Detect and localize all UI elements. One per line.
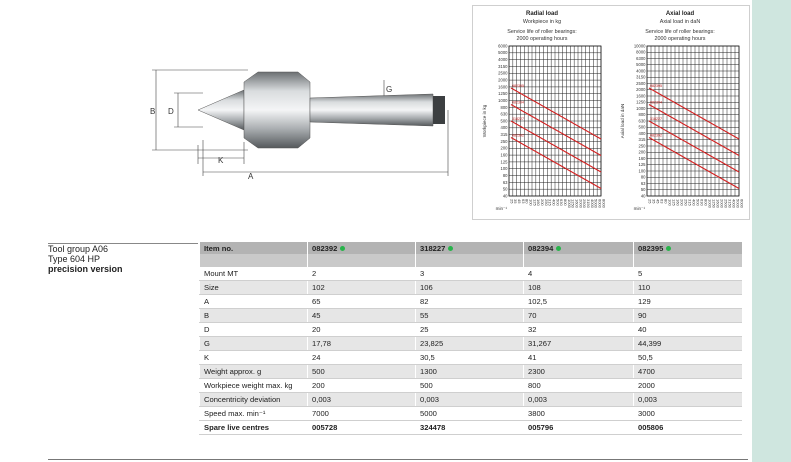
cell-value: 102,5 <box>524 295 634 309</box>
y-tick-label: 125 <box>638 162 646 168</box>
x-tick-label: 1600 <box>574 199 580 208</box>
bottom-rule <box>48 459 748 460</box>
x-tick-label: 5000 <box>735 199 741 208</box>
cell-value: 7000 <box>308 407 416 421</box>
cell-value: 110 <box>634 281 742 295</box>
y-tick-label: 80 <box>502 172 508 178</box>
y-tick-label: 63 <box>502 179 508 185</box>
x-tick-label: 63 <box>659 199 665 204</box>
table-row <box>200 309 742 323</box>
x-tick-label: 4000 <box>589 199 595 208</box>
y-tick-label: 200 <box>500 145 508 151</box>
y-tick-label: 1600 <box>498 84 508 90</box>
row-label: Size <box>200 281 308 295</box>
x-tick-label: 35 <box>513 199 519 204</box>
cell-value: 0,003 <box>416 393 524 407</box>
cell-value: 4 <box>524 267 634 281</box>
row-label: Concentricity deviation <box>200 393 308 407</box>
x-tick-label: 160 <box>536 199 542 206</box>
row-label: G <box>200 337 308 351</box>
cell-value: 005806 <box>634 421 742 435</box>
cell-value: 5000 <box>416 407 524 421</box>
x-tick-label: 100 <box>667 199 673 206</box>
y-tick-label: 2000 <box>636 87 646 93</box>
x-tick-label: 315 <box>687 199 693 206</box>
item-header <box>634 242 742 254</box>
y-tick-label: 1250 <box>636 99 646 105</box>
x-tick-label: 2000 <box>719 199 725 208</box>
cell-value: 1300 <box>416 365 524 379</box>
cell-value: 2000 <box>634 379 742 393</box>
y-tick-label: 40 <box>502 193 508 199</box>
y-tick-label: 8000 <box>636 49 646 55</box>
x-tick-label: 100 <box>528 199 534 206</box>
row-label: Weight approx. g <box>200 365 308 379</box>
x-tick-label: 6000 <box>739 199 745 208</box>
y-tick-label: 800 <box>500 104 508 110</box>
y-tick-label: 500 <box>500 118 508 124</box>
x-tick-label: 35 <box>651 199 657 204</box>
row-label: B <box>200 309 308 323</box>
y-tick-label: 500 <box>638 124 646 130</box>
x-tick-label: 6000 <box>597 199 603 208</box>
cell-value: 5 <box>634 267 742 281</box>
cell-value: 23,825 <box>416 337 524 351</box>
y-tick-label: 160 <box>500 152 508 158</box>
y-tick-label: 10000 <box>633 43 646 49</box>
x-unit-label: min⁻¹ <box>495 206 507 211</box>
x-tick-label: 63 <box>520 199 526 204</box>
tool-group-text: Tool group A06 <box>48 244 109 254</box>
status-dot-icon <box>448 246 453 251</box>
x-tick-label: 630 <box>559 199 565 206</box>
x-tick-label: 45 <box>516 199 522 204</box>
cell-value: 55 <box>416 309 524 323</box>
table-row <box>200 281 742 295</box>
cell-value: 324478 <box>416 421 524 435</box>
x-tick-label: 315 <box>547 199 553 206</box>
cell-value: 3800 <box>524 407 634 421</box>
table-row <box>200 351 742 365</box>
cell-value: 25 <box>416 323 524 337</box>
y-tick-label: 315 <box>638 137 646 143</box>
row-label: D <box>200 323 308 337</box>
y-axis-label: Axial load in daN <box>620 103 625 139</box>
cell-value: 41 <box>524 351 634 365</box>
radial-load-chart <box>475 6 609 219</box>
table-header-row <box>200 242 742 254</box>
x-tick-label: 2500 <box>723 199 729 208</box>
cell-value: 32 <box>524 323 634 337</box>
x-tick-label: 630 <box>699 199 705 206</box>
version-text: precision version <box>48 264 123 274</box>
x-unit-label: min⁻¹ <box>633 206 645 211</box>
row-label: K <box>200 351 308 365</box>
cell-value: 102 <box>308 281 416 295</box>
x-tick-label: 250 <box>683 199 689 206</box>
y-tick-label: 2500 <box>498 70 508 76</box>
x-tick-label: 2500 <box>582 199 588 208</box>
series-label: 082392 <box>650 133 662 138</box>
axial-chart-subtitle: Axial load in daN <box>659 19 701 25</box>
x-tick-label: 3150 <box>727 199 733 208</box>
table-row <box>200 421 742 435</box>
cell-value: 108 <box>524 281 634 295</box>
dim-label-b: B <box>150 107 156 116</box>
cell-value: 3 <box>416 267 524 281</box>
y-tick-label: 50 <box>640 187 646 193</box>
x-tick-label: 160 <box>675 199 681 206</box>
table-row <box>200 365 742 379</box>
status-dot-icon <box>556 246 561 251</box>
row-label: Workpiece weight max. kg <box>200 379 308 393</box>
series-label: 082395 <box>650 84 662 88</box>
item-number: 318227 <box>420 243 446 253</box>
y-tick-label: 4000 <box>636 68 646 74</box>
y-tick-label: 400 <box>500 125 508 131</box>
radial-chart-title: Radial load <box>525 11 558 17</box>
cell-value: 800 <box>524 379 634 393</box>
y-tick-label: 80 <box>640 174 646 180</box>
cell-value: 106 <box>416 281 524 295</box>
cell-value: 2300 <box>524 365 634 379</box>
radial-chart-life-line2: 2000 operating hours <box>516 36 568 42</box>
status-dot-icon <box>340 246 345 251</box>
x-tick-label: 200 <box>679 199 685 206</box>
item-no-header: Item no. <box>200 242 308 254</box>
cell-value: 65 <box>308 295 416 309</box>
x-tick-label: 800 <box>562 199 568 206</box>
x-tick-label: 45 <box>655 199 661 204</box>
product-group-info <box>48 244 198 274</box>
table-row <box>200 393 742 407</box>
y-tick-label: 63 <box>640 180 646 186</box>
x-tick-label: 400 <box>551 199 557 206</box>
y-tick-label: 250 <box>500 138 508 144</box>
item-header <box>524 242 634 254</box>
type-text: Type 604 HP <box>48 254 101 264</box>
table-row <box>200 337 742 351</box>
y-tick-label: 40 <box>640 193 646 199</box>
x-tick-label: 800 <box>703 199 709 206</box>
table-row <box>200 295 742 309</box>
spec-table <box>199 242 742 435</box>
y-tick-label: 100 <box>638 168 646 174</box>
series-label: 082392 <box>512 133 524 138</box>
series-label: 318227 <box>512 117 524 121</box>
cell-value: 005728 <box>308 421 416 435</box>
radial-chart-subtitle: Workpiece in kg <box>522 19 562 25</box>
x-tick-label: 125 <box>671 199 677 206</box>
dim-label-a: A <box>248 172 254 180</box>
y-tick-label: 5000 <box>498 50 508 56</box>
item-header <box>416 242 524 254</box>
series-label: 082394 <box>650 100 662 105</box>
table-row <box>200 323 742 337</box>
x-tick-label: 500 <box>555 199 561 206</box>
x-tick-label: 5000 <box>593 199 599 208</box>
item-header <box>308 242 416 254</box>
cell-value: 70 <box>524 309 634 323</box>
x-tick-label: 25 <box>509 199 515 204</box>
status-dot-icon <box>666 246 671 251</box>
x-tick-label: 80 <box>524 199 530 204</box>
table-spacer-row <box>200 254 742 267</box>
cell-value: 0,003 <box>634 393 742 407</box>
axial-chart-plot <box>613 6 747 219</box>
y-tick-label: 800 <box>638 112 646 118</box>
y-axis-label: Workpiece in kg <box>482 104 487 138</box>
y-tick-label: 315 <box>500 132 508 138</box>
cell-value: 129 <box>634 295 742 309</box>
y-tick-label: 5000 <box>636 62 646 68</box>
x-tick-label: 2000 <box>578 199 584 208</box>
radial-chart-plot <box>475 6 609 219</box>
y-tick-label: 100 <box>500 166 508 172</box>
x-tick-label: 500 <box>695 199 701 206</box>
cell-value: 24 <box>308 351 416 365</box>
x-tick-label: 125 <box>532 199 538 206</box>
cell-value: 40 <box>634 323 742 337</box>
side-color-strip <box>752 0 791 462</box>
x-tick-label: 1250 <box>711 199 717 208</box>
cell-value: 2 <box>308 267 416 281</box>
y-tick-label: 50 <box>502 186 508 192</box>
y-tick-label: 1600 <box>636 93 646 99</box>
row-label: Speed max. min⁻¹ <box>200 407 308 421</box>
cell-value: 44,399 <box>634 337 742 351</box>
cell-value: 200 <box>308 379 416 393</box>
cell-value: 20 <box>308 323 416 337</box>
y-tick-label: 1000 <box>498 97 508 103</box>
y-tick-label: 1250 <box>498 91 508 97</box>
item-number: 082395 <box>638 243 664 253</box>
y-tick-label: 160 <box>638 155 646 161</box>
x-tick-label: 1000 <box>566 199 572 208</box>
row-label: A <box>200 295 308 309</box>
cell-value: 005796 <box>524 421 634 435</box>
x-tick-label: 1250 <box>570 199 576 208</box>
load-charts-panel <box>472 5 750 220</box>
y-tick-label: 6300 <box>636 55 646 61</box>
axial-chart-title: Axial load <box>665 11 695 17</box>
cell-value: 82 <box>416 295 524 309</box>
y-tick-label: 6000 <box>498 43 508 49</box>
cell-value: 0,003 <box>308 393 416 407</box>
x-tick-label: 200 <box>539 199 545 206</box>
dim-label-k: K <box>218 156 224 165</box>
cell-value: 500 <box>416 379 524 393</box>
row-label: Spare live centres <box>200 421 308 435</box>
cell-value: 90 <box>634 309 742 323</box>
x-tick-label: 1000 <box>707 199 713 208</box>
y-tick-label: 200 <box>638 149 646 155</box>
y-tick-label: 4000 <box>498 57 508 63</box>
cell-value: 30,5 <box>416 351 524 365</box>
cell-value: 4700 <box>634 365 742 379</box>
table-row <box>200 267 742 281</box>
cell-value: 45 <box>308 309 416 323</box>
item-number: 082392 <box>312 243 338 253</box>
x-tick-label: 4000 <box>731 199 737 208</box>
row-label: Mount MT <box>200 267 308 281</box>
cell-value: 3000 <box>634 407 742 421</box>
x-tick-label: 400 <box>691 199 697 206</box>
x-tick-label: 8000 <box>601 199 607 208</box>
item-number: 082394 <box>528 243 554 253</box>
cell-value: 500 <box>308 365 416 379</box>
series-label: 082395 <box>512 84 524 88</box>
y-tick-label: 2500 <box>636 80 646 86</box>
y-tick-label: 3150 <box>498 63 508 69</box>
table-row <box>200 379 742 393</box>
x-tick-label: 25 <box>647 199 653 204</box>
x-tick-label: 250 <box>543 199 549 206</box>
series-label: 318227 <box>650 117 662 121</box>
y-tick-label: 400 <box>638 130 646 136</box>
dim-label-d: D <box>168 107 174 116</box>
cell-value: 50,5 <box>634 351 742 365</box>
dim-label-g: G <box>386 85 393 94</box>
cell-value: 0,003 <box>524 393 634 407</box>
y-tick-label: 630 <box>500 111 508 117</box>
table-row <box>200 407 742 421</box>
axial-load-chart <box>613 6 747 219</box>
cell-value: 17,78 <box>308 337 416 351</box>
y-tick-label: 1000 <box>636 105 646 111</box>
y-tick-label: 2000 <box>498 77 508 83</box>
x-tick-label: 3150 <box>585 199 591 208</box>
axial-chart-life-line1: Service life of roller bearings: <box>645 29 715 35</box>
x-tick-label: 1600 <box>715 199 721 208</box>
y-tick-label: 125 <box>500 159 508 165</box>
cell-value: 31,267 <box>524 337 634 351</box>
y-tick-label: 630 <box>638 118 646 124</box>
x-tick-label: 80 <box>663 199 669 204</box>
series-label: 082394 <box>512 100 524 105</box>
axial-chart-life-line2: 2000 operating hours <box>654 36 706 42</box>
y-tick-label: 250 <box>638 143 646 149</box>
y-tick-label: 3150 <box>636 74 646 80</box>
radial-chart-life-line1: Service life of roller bearings: <box>507 29 577 35</box>
live-centre-drawing <box>148 60 468 180</box>
